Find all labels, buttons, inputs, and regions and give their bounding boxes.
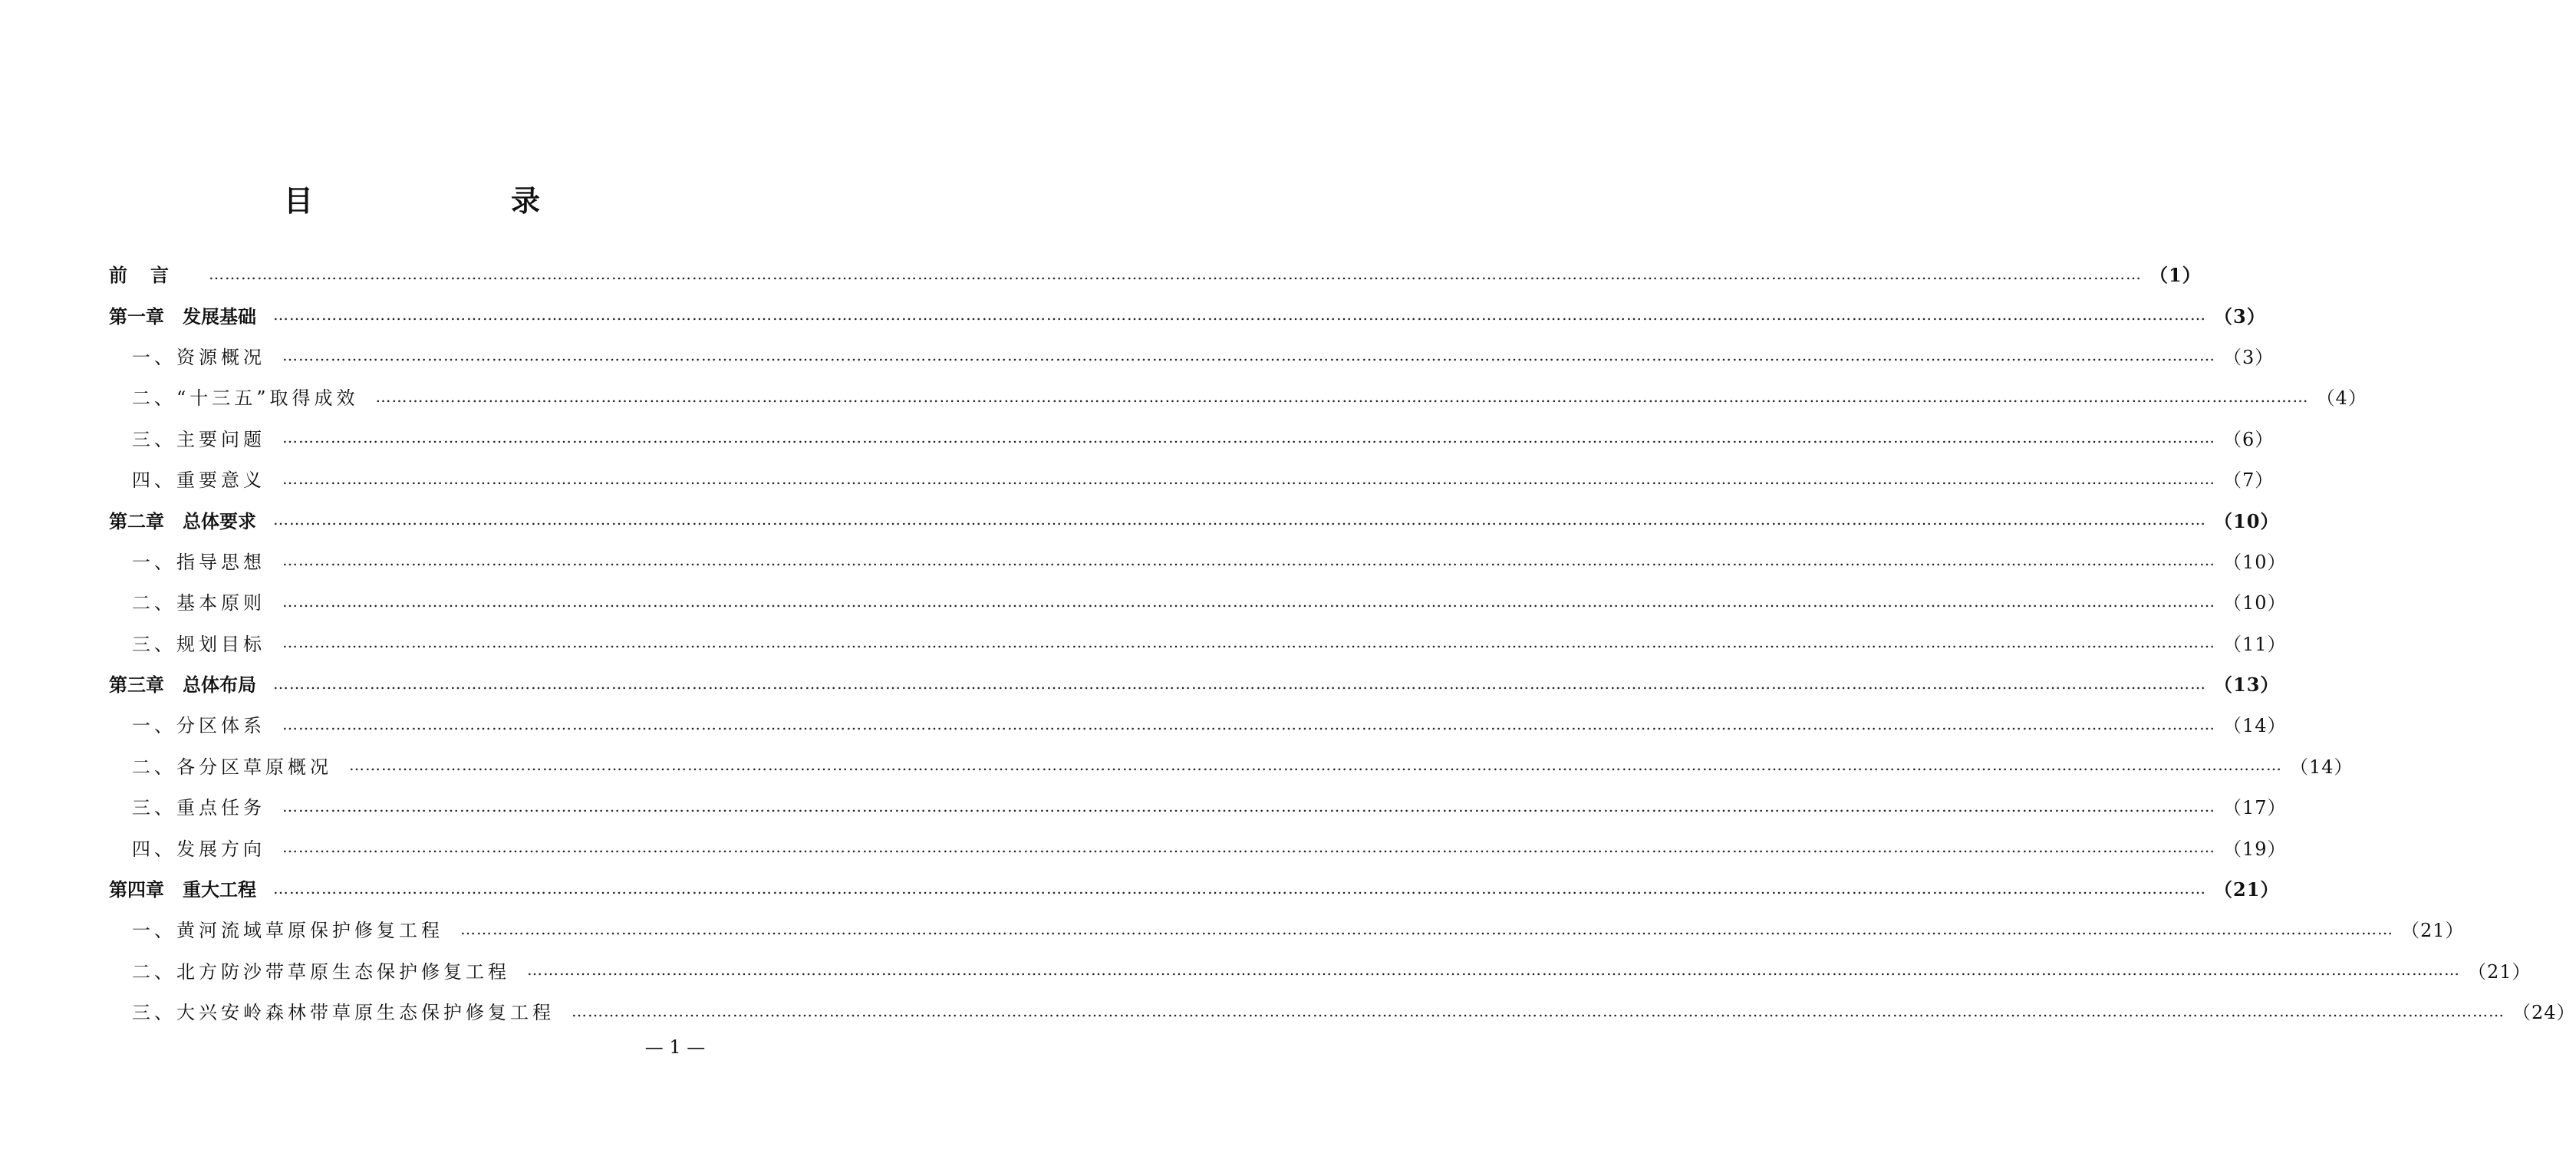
toc-section-entry[interactable] — [109, 458, 2275, 499]
toc-section-entry[interactable] — [109, 745, 2354, 786]
toc-dot-leader: ……………………………………………………………………………………………………………………………………………………………………………………………………………………………………………………………………………………………………………………………… — [209, 264, 2142, 283]
toc-chapter-entry[interactable] — [109, 663, 2280, 703]
toc-entry-label: 二、“十三五”取得成效 — [132, 387, 359, 410]
toc-dot-leader: ……………………………………………………………………………………………………………………………………………………………………………………………………………………………………………………………………………………………………………………………… — [282, 428, 2215, 447]
toc-entry-label: 三、规划目标 — [132, 633, 265, 655]
toc-section-entry[interactable] — [109, 540, 2287, 581]
toc-section-entry[interactable] — [109, 417, 2275, 458]
toc-page-number: （21） — [2468, 960, 2532, 983]
toc-entry-label: 二、各分区草原概况 — [132, 756, 332, 778]
toc-entry-label: 一、指导思想 — [132, 551, 265, 573]
toc-entry-label: 一、黄河流域草原保护修复工程 — [132, 920, 443, 942]
toc-page-number: （21） — [2214, 878, 2280, 901]
toc-dot-leader: ……………………………………………………………………………………………………………………………………………………………………………………………………………………………………………………………………………………………………………………………… — [375, 387, 2309, 406]
toc-page-number: （6） — [2223, 428, 2275, 450]
page-number: — 1 — — [644, 1036, 706, 1058]
toc-entry-label: 四、重要意义 — [132, 469, 265, 492]
toc-entry-label: 三、重点任务 — [132, 797, 265, 819]
toc-entry-label: 三、主要问题 — [132, 428, 265, 450]
toc-dot-leader: ……………………………………………………………………………………………………………………………………………………………………………………………………………………………………………………………………………………………………………………………… — [349, 756, 2282, 775]
toc-page-number: （14） — [2290, 756, 2354, 778]
toc-page-number: （7） — [2223, 469, 2275, 492]
toc-page-number: （10） — [2223, 551, 2287, 573]
toc-entry-label: 一、分区体系 — [132, 715, 265, 737]
toc-dot-leader: ……………………………………………………………………………………………………………………………………………………………………………………………………………………………………………………………………………………………………………………………… — [282, 714, 2215, 733]
toc-page-number: （10） — [2214, 509, 2280, 532]
toc-dot-leader: ……………………………………………………………………………………………………………………………………………………………………………………………………………………………………………………………………………………………………………………………… — [273, 674, 2206, 693]
toc-chapter-entry[interactable] — [109, 253, 2202, 294]
toc-section-entry[interactable] — [109, 335, 2275, 376]
toc-page-number: （17） — [2223, 797, 2287, 819]
toc-page-number: （21） — [2401, 920, 2465, 942]
toc-entry-label: 三、大兴安岭森林带草原生态保护修复工程 — [132, 1002, 555, 1024]
toc-section-entry[interactable] — [109, 376, 2367, 417]
toc-dot-leader: ……………………………………………………………………………………………………………………………………………………………………………………………………………………………………………………………………………………………………………………………… — [527, 960, 2460, 980]
toc-dot-leader: ……………………………………………………………………………………………………………………………………………………………………………………………………………………………………………………………………………………………………………………………… — [282, 796, 2215, 815]
toc-section-entry[interactable] — [109, 826, 2287, 867]
toc-entry-label: 二、基本原则 — [132, 592, 265, 614]
toc-page-number: （13） — [2214, 674, 2280, 697]
toc-dot-leader: ……………………………………………………………………………………………………………………………………………………………………………………………………………………………………………………………………………………………………………………………… — [460, 919, 2393, 938]
toc-dot-leader: ……………………………………………………………………………………………………………………………………………………………………………………………………………………………………………………………………………………………………………………………… — [282, 551, 2215, 570]
toc-entry-label: 一、资源概况 — [132, 346, 265, 368]
toc-page-number: （3） — [2223, 346, 2275, 368]
toc-page-number: （1） — [2149, 264, 2202, 287]
toc-page-number: （19） — [2223, 838, 2287, 860]
toc-section-entry[interactable] — [109, 908, 2465, 949]
toc-entry-label: 前言 — [109, 265, 192, 287]
toc-dot-leader: ……………………………………………………………………………………………………………………………………………………………………………………………………………………………………………………………………………………………………………………………… — [572, 1001, 2505, 1020]
toc-chapter-entry[interactable] — [109, 499, 2280, 539]
toc-dot-leader: ……………………………………………………………………………………………………………………………………………………………………………………………………………………………………………………………………………………………………………………………… — [282, 469, 2215, 488]
toc-entry-label: 二、北方防沙带草原生态保护修复工程 — [132, 960, 510, 983]
toc-dot-leader: ……………………………………………………………………………………………………………………………………………………………………………………………………………………………………………………………………………………………………………………………… — [282, 346, 2215, 365]
toc-page-number: （4） — [2316, 387, 2367, 410]
toc-entry-label: 第二章 总体要求 — [109, 510, 256, 532]
toc-entry-label: 第四章 重大工程 — [109, 879, 256, 901]
toc-section-entry[interactable] — [109, 622, 2287, 663]
toc-dot-leader: ……………………………………………………………………………………………………………………………………………………………………………………………………………………………………………………………………………………………………………………………… — [273, 878, 2206, 898]
toc-section-entry[interactable] — [109, 990, 2576, 1031]
toc-page-number: （11） — [2223, 633, 2287, 655]
toc-page-number: （10） — [2223, 592, 2287, 614]
table-of-contents — [109, 253, 2576, 1031]
toc-entry-label: 第三章 总体布局 — [109, 674, 256, 697]
toc-dot-leader: ……………………………………………………………………………………………………………………………………………………………………………………………………………………………………………………………………………………………………………………………… — [273, 510, 2206, 529]
toc-entry-label: 四、发展方向 — [132, 838, 265, 860]
toc-dot-leader: ……………………………………………………………………………………………………………………………………………………………………………………………………………………………………………………………………………………………………………………………… — [282, 591, 2215, 611]
toc-chapter-entry[interactable] — [109, 294, 2266, 334]
toc-entry-label: 第一章 发展基础 — [109, 305, 256, 328]
page-title: 目 录 — [283, 184, 624, 218]
toc-dot-leader: ……………………………………………………………………………………………………………………………………………………………………………………………………………………………………………………………………………………………………………………………… — [282, 838, 2215, 857]
toc-chapter-entry[interactable] — [109, 868, 2280, 908]
toc-section-entry[interactable] — [109, 703, 2287, 744]
toc-page-number: （14） — [2223, 715, 2287, 737]
toc-section-entry[interactable] — [109, 786, 2287, 826]
toc-section-entry[interactable] — [109, 950, 2532, 990]
toc-dot-leader: ……………………………………………………………………………………………………………………………………………………………………………………………………………………………………………………………………………………………………………………………… — [273, 305, 2206, 324]
toc-dot-leader: ……………………………………………………………………………………………………………………………………………………………………………………………………………………………………………………………………………………………………………………………… — [282, 633, 2215, 652]
toc-section-entry[interactable] — [109, 581, 2287, 621]
toc-page-number: （3） — [2214, 305, 2266, 328]
toc-page-number: （24） — [2512, 1002, 2576, 1024]
